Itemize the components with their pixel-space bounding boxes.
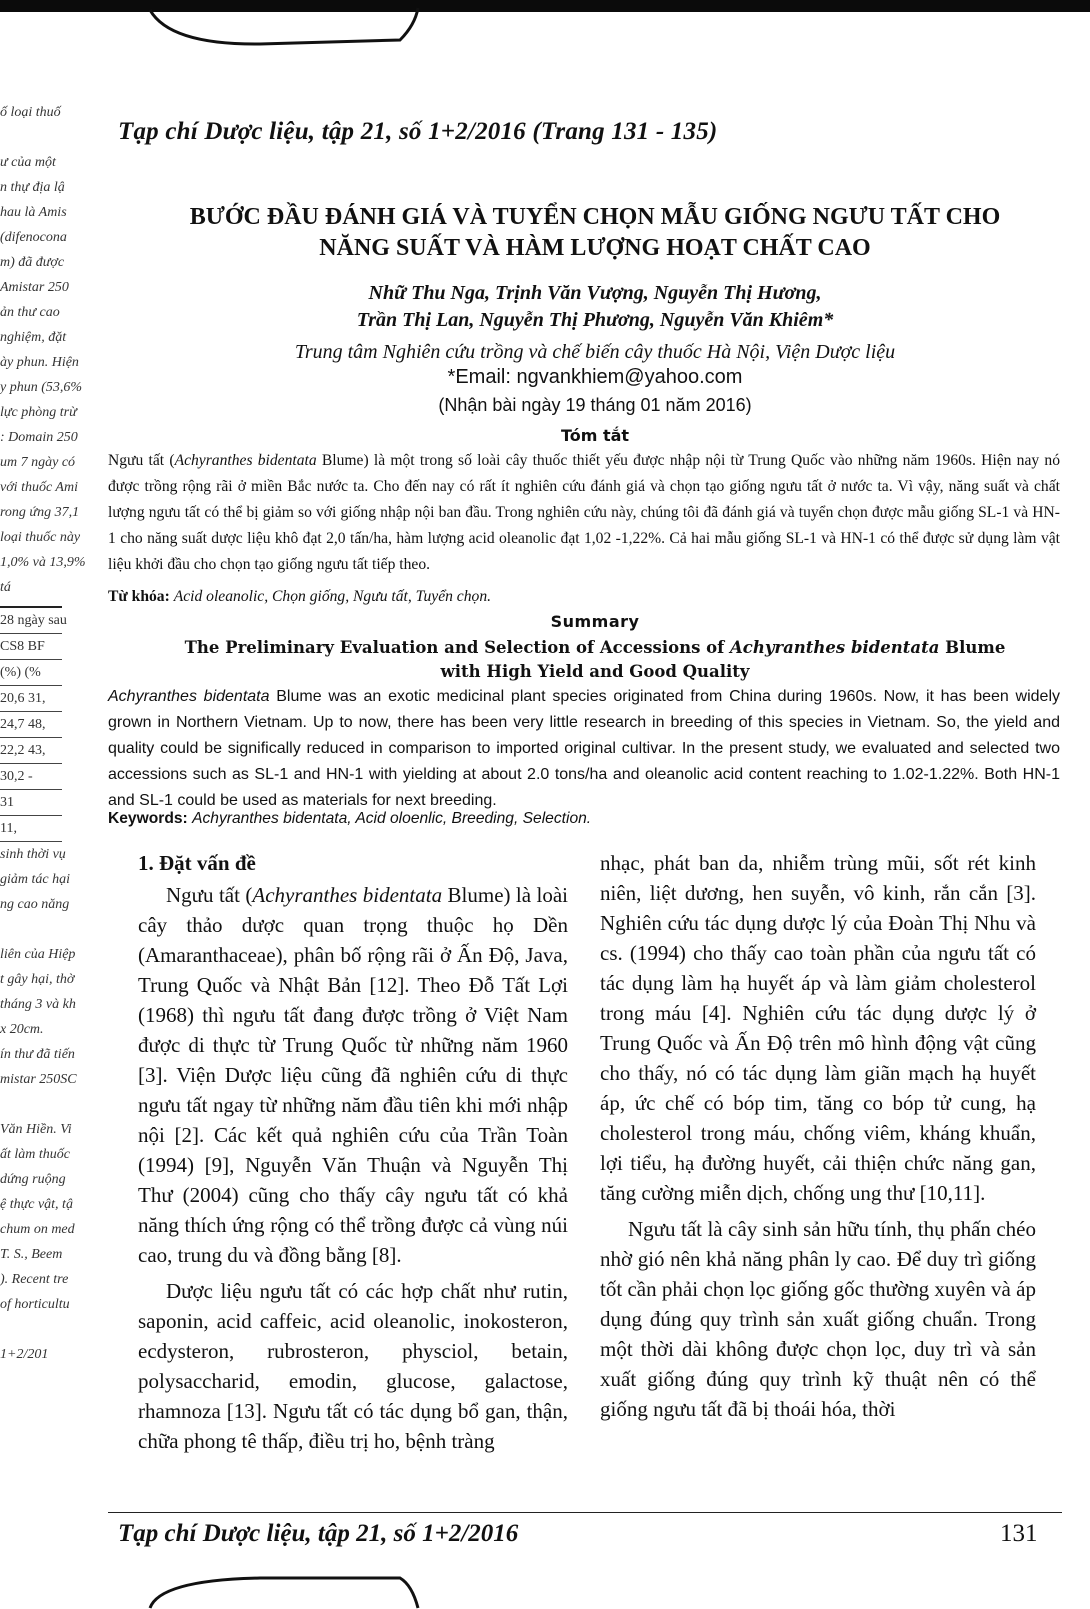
binding-curve-bottom: [0, 1560, 1090, 1609]
margin-line: ư của một: [0, 155, 56, 170]
paragraph-compounds: Dược liệu ngưu tất có các hợp chất như rutin, saponin, acid caffeic, acid oleanolic, inokosteron, ecdysteron, rubrosteron, physciol, betain, polysaccharid, emodin, glucose, galactose, rhamnoza [13]. Ngưu tất có tác dụng bổ gan, thận, chữa phong tê thấp, điều trị ho, bệnh tràng: [138, 1279, 568, 1453]
margin-table-fragment: [0, 606, 67, 842]
margin-line: loại thuốc này: [0, 530, 81, 545]
margin-line: [0, 917, 72, 942]
en-title-post: Blume: [939, 638, 1006, 657]
margin-line: ). Recent tre: [0, 1272, 69, 1287]
author-list: [100, 280, 1090, 334]
margin-line: [0, 1092, 72, 1117]
section-heading: 1. Đặt vấn đề: [138, 851, 256, 875]
abstract-vi: [108, 448, 1060, 578]
margin-line: of horticultu: [0, 1297, 70, 1312]
margin-line: m) đã được: [0, 255, 65, 270]
margin-line: dứng ruộng: [0, 1172, 66, 1187]
margin-line: ín thư đã tiến: [0, 1047, 75, 1062]
paragraph-breeding: Ngưu tất là cây sinh sản hữu tính, thụ phấn chéo nhờ gió nên khả năng phân ly cao. Để duy trì giống tốt cần phải chọn lọc giống gốc thường xuyên và áp dụng đúng quy trình sản xuất giống chuẩn. Trong một thời dài không được chọn lọc, duy trì và sản xuất giống đúng quy trình kỹ thuật nên có thể giống ngưu tất đã bị thoái hóa, thời: [600, 1217, 1036, 1421]
margin-line: tá: [0, 580, 11, 595]
authors-line-1: Nhữ Thu Nga, Trịnh Văn Vượng, Nguyễn Thị Hương,: [368, 282, 822, 304]
abstract-en-species: Achyranthes bidentata: [108, 688, 270, 705]
margin-line: hau là Amis: [0, 205, 67, 220]
en-title-species: Achyranthes bidentata: [729, 638, 940, 657]
margin-line: với thuốc Ami: [0, 480, 78, 495]
journal-reference: Tạp chí Dược liệu, tập 21, số 1+2/2016 (Trang 131 - 135): [118, 118, 718, 145]
margin-line: nghiệm, đặt: [0, 330, 67, 345]
margin-line: ản thư cao: [0, 305, 60, 320]
margin-line: 1,0% và 13,9%: [0, 555, 86, 570]
para-lead: Ngưu tất (: [166, 883, 253, 907]
abstract-vi-species: Achyranthes bidentata: [174, 452, 317, 469]
margin-line: ày phun. Hiện: [0, 355, 79, 370]
page-number: 131: [1000, 1520, 1038, 1547]
margin-line: n thự địa lậ: [0, 180, 65, 195]
margin-line: T. S., Beem: [0, 1247, 63, 1262]
keywords-en-list: Achyranthes bidentata, Acid oloenlic, Breeding, Selection.: [192, 810, 592, 827]
margin-line: sinh thời vụ: [0, 847, 66, 862]
margin-table-row: 11,: [0, 816, 62, 842]
footer-rule: [108, 1512, 1062, 1513]
margin-line: ố loại thuố: [0, 105, 61, 120]
abstract-heading-en: Summary: [550, 612, 640, 631]
abstract-heading-vi: Tóm tắt: [560, 426, 630, 445]
received-date: (Nhận bài ngày 19 tháng 01 năm 2016): [438, 395, 752, 415]
contact-email: *Email: ngvankhiem@yahoo.com: [447, 366, 743, 388]
margin-table-row: CS8 BF: [0, 634, 62, 660]
margin-table-row: 30,2 -: [0, 764, 62, 790]
title-line-2: NĂNG SUẤT VÀ HÀM LƯỢNG HOẠT CHẤT CAO: [319, 235, 871, 261]
abstract-vi-lead: Ngưu tất (: [108, 452, 175, 469]
para-species: Achyranthes bidentata: [252, 883, 443, 907]
margin-line: [0, 125, 72, 150]
margin-line: chum on med: [0, 1222, 75, 1237]
margin-line: (difenocona: [0, 230, 67, 245]
paragraph-pharmacology: nhạc, phát ban da, nhiễm trùng mũi, sốt rét kinh niên, liệt dương, hen suyễn, vô kinh, rắn cắn [3]. Nghiên cứu tác dụng dược lý của Đoàn Thị Nhu và cs. (1994) cho thấy cao toàn phần của ngưu tất có tác dụng làm hạ huyết áp và làm giảm cholesterol trong máu [4]. Nghiên cứu tác dụng dược lý ở Trung Quốc và Ấn Độ trên mô hình động vật cũng cho thấy, nó có tác dụng làm giãn mạch hạ huyết áp, ức chế có bóp tim, tăng co bóp tử cung, hạ cholesterol trong máu, chống viêm, kháng khuẩn, lợi tiểu, hạ đường huyết, cải thiện chức năng gan, tăng cường miễn dịch, chống ung thư [10,11].: [600, 851, 1036, 1205]
margin-line: Văn Hiền. Vi: [0, 1122, 72, 1137]
margin-line: y phun (53,6%: [0, 380, 83, 395]
abstract-en: [108, 684, 1060, 814]
footer-journal: Tạp chí Dược liệu, tập 21, số 1+2/2016: [118, 1520, 519, 1547]
abstract-vi-text: Blume) là một trong số loài cây thuốc thiết yếu được nhập nội từ Trung Quốc vào những năm 1960s. Hiện nay nó được trồng rộng rãi ở miền Bắc nước ta. Cho đến nay có rất ít nghiên cứu đánh giá và chọn tạo giống ngưu tất ở nước ta. Vì vậy, năng suất và chất lượng ngưu tất có thể bị giảm so với giống nhập nội ban đầu. Trong nghiên cứu này, chúng tôi đã đánh giá và tuyển chọn được mẫu giống SL-1 và HN-1 cho năng suất dược liệu khô đạt 2,0 tấn/ha, hàm lượng acid oleanolic đạt 1,02 -1,22%. Cả hai mẫu giống SL-1 và HN-1 có thể được sử dụng làm vật liệu khởi đầu cho chọn tạo giống ngưu tất tiếp theo.: [108, 452, 1061, 573]
margin-line: ệ thực vật, tậ: [0, 1197, 73, 1212]
margin-line: um 7 ngày có: [0, 455, 76, 470]
margin-line: giảm tác hại: [0, 872, 70, 887]
margin-table-row: 20,6 31,: [0, 686, 62, 712]
margin-line: tháng 3 và kh: [0, 997, 76, 1012]
english-title: [100, 636, 1090, 684]
margin-line: [0, 1317, 72, 1342]
margin-line: ất làm thuốc: [0, 1147, 70, 1162]
margin-table-row: 31: [0, 790, 62, 816]
margin-line: ng cao năng: [0, 897, 70, 912]
margin-line: t gây hại, thờ: [0, 972, 75, 987]
keywords-vi: [108, 588, 491, 606]
body-column-left: [138, 848, 568, 1456]
keywords-en-label: Keywords:: [108, 810, 188, 827]
en-title-line-2: with High Yield and Good Quality: [440, 662, 750, 681]
en-title-pre: The Preliminary Evaluation and Selection of Accessions of: [184, 638, 730, 657]
margin-table-row: 28 ngày sau: [0, 608, 62, 634]
margin-table-row: (%) (%: [0, 660, 62, 686]
body-column-right: [600, 848, 1036, 1424]
abstract-en-text: Blume was an exotic medicinal plant species originated from China during 1960s. Now, it has been widely grown in Northern Vietnam. Up to now, there has been very little research in breeding of this species in Vietnam. So, the yield and quality could be significally reduced in comparison to imported original cultivar. In the present study, we evaluated and selected two accessions such as SL-1 and HN-1 with yielding at about 2.0 tons/ha and oleanolic acid content reaching to 1.02-1.22%. Both HN-1 and SL-1 could be used as materials for next breeding.: [108, 688, 1061, 809]
title-line-1: BƯỚC ĐẦU ĐÁNH GIÁ VÀ TUYỂN CHỌN MẪU GIỐNG NGƯU TẤT CHO: [189, 204, 1001, 230]
margin-line: mistar 250SC: [0, 1072, 77, 1087]
keywords-vi-list: Acid oleanolic, Chọn giống, Ngưu tất, Tuyển chọn.: [173, 588, 492, 605]
keywords-vi-label: Từ khóa:: [108, 588, 170, 605]
margin-line: x 20cm.: [0, 1022, 44, 1037]
adjacent-page-margin: [0, 100, 86, 1600]
authors-line-2: Trần Thị Lan, Nguyễn Thị Phương, Nguyễn Văn Khiêm*: [356, 309, 834, 331]
margin-line: : Domain 250: [0, 430, 78, 445]
margin-line: liên của Hiệp: [0, 947, 76, 962]
binding-curve-top: [0, 0, 1090, 60]
margin-table-row: 22,2 43,: [0, 738, 62, 764]
paragraph-intro: [138, 880, 568, 1270]
margin-line: 1+2/201: [0, 1347, 49, 1362]
keywords-en: [108, 810, 591, 828]
para-text: Blume) là loài cây thảo dược quan trọng thuộc họ Dền (Amaranthaceae), phân bố rộng rãi ở Ấn Độ, Java, Trung Quốc và Nhật Bản [12]. Theo Đỗ Tất Lợi (1968) thì ngưu tất đang được trồng ở Việt Nam được di thực từ Trung Quốc từ những năm 1960 [3]. Viện Dược liệu cũng đã nghiên cứu di thực ngưu tất ngay từ những năm đầu tiên khi mới nhập nội [2]. Các kết quả nghiên cứu của Trần Toàn (1994) [9], Nguyễn Văn Thuận và Nguyễn Thị Thư (2004) cũng cho thấy cây ngưu tất có khả năng thích ứng rộng có thể trồng được cả vùng núi cao, trung du và đồng bằng [8].: [138, 883, 568, 1267]
margin-line: lực phòng trừ: [0, 405, 77, 420]
article-title: [100, 202, 1090, 264]
margin-line: Amistar 250: [0, 280, 69, 295]
margin-line: rong ứng 37,1: [0, 505, 80, 520]
margin-table-row: 24,7 48,: [0, 712, 62, 738]
affiliation: Trung tâm Nghiên cứu trồng và chế biến cây thuốc Hà Nội, Viện Dược liệu: [294, 341, 896, 363]
